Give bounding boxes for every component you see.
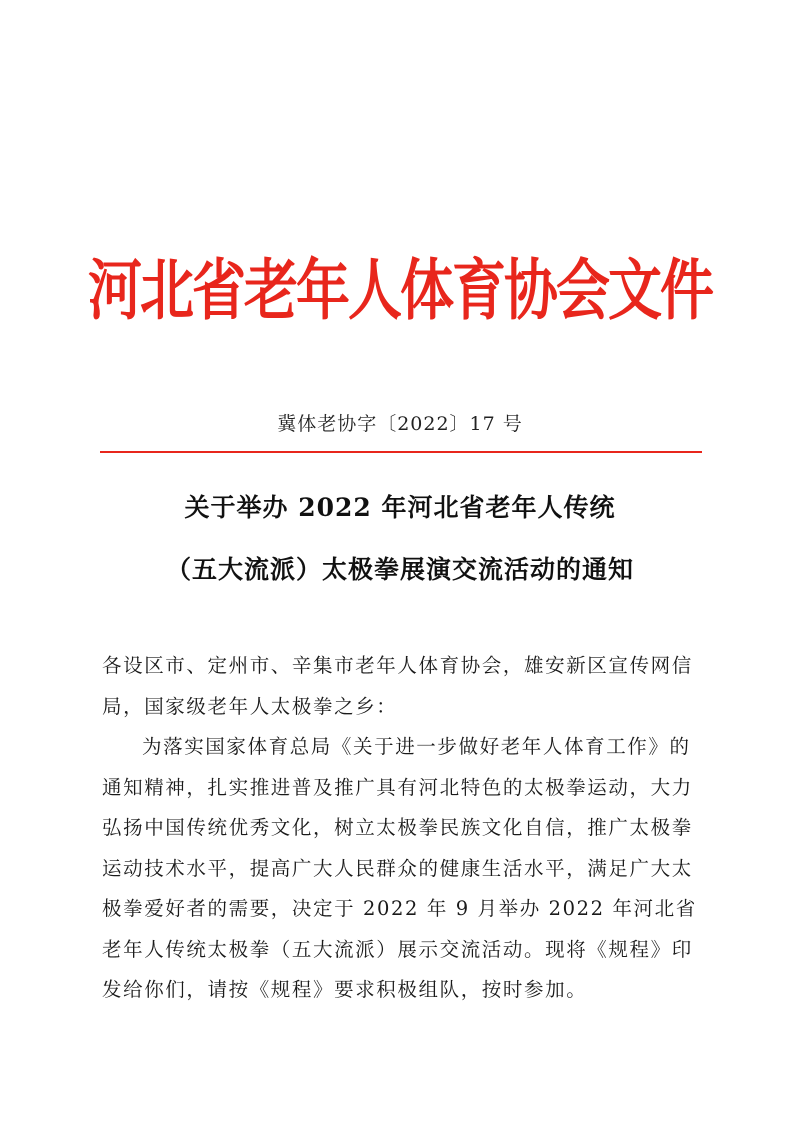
document-org-header: 河北省老年人体育协会文件 <box>88 251 712 329</box>
body-paragraph: 为落实国家体育总局《关于进一步做好老年人体育工作》的通知精神，扎实推进普及推广具有河北特色的太极拳运动，大力弘扬中国传统优秀文化，树立太极拳民族文化自信，推广太极拳运动技术水平，提高广大人民群众的健康生活水平，满足广大太极拳爱好者的需要，决定于 2022 年 9 月举办 2022 年河北省老年人传统太极拳（五大流派）展示交流活动。现将《规程》印发给你们，请按《规程》要求积极组队，按时参加。 <box>102 735 697 1001</box>
red-divider-line <box>100 451 702 453</box>
document-number: 冀体老协字〔2022〕17 号 <box>277 413 523 435</box>
addressee: 各设区市、定州市、辛集市老年人体育协会，雄安新区宣传网信局，国家级老年人太极拳之乡： <box>102 654 693 718</box>
notice-title-line-1: 关于举办 2022 年河北省老年人传统 <box>184 493 616 522</box>
notice-title-line-2: （五大流派）太极拳展演交流活动的通知 <box>165 555 634 584</box>
